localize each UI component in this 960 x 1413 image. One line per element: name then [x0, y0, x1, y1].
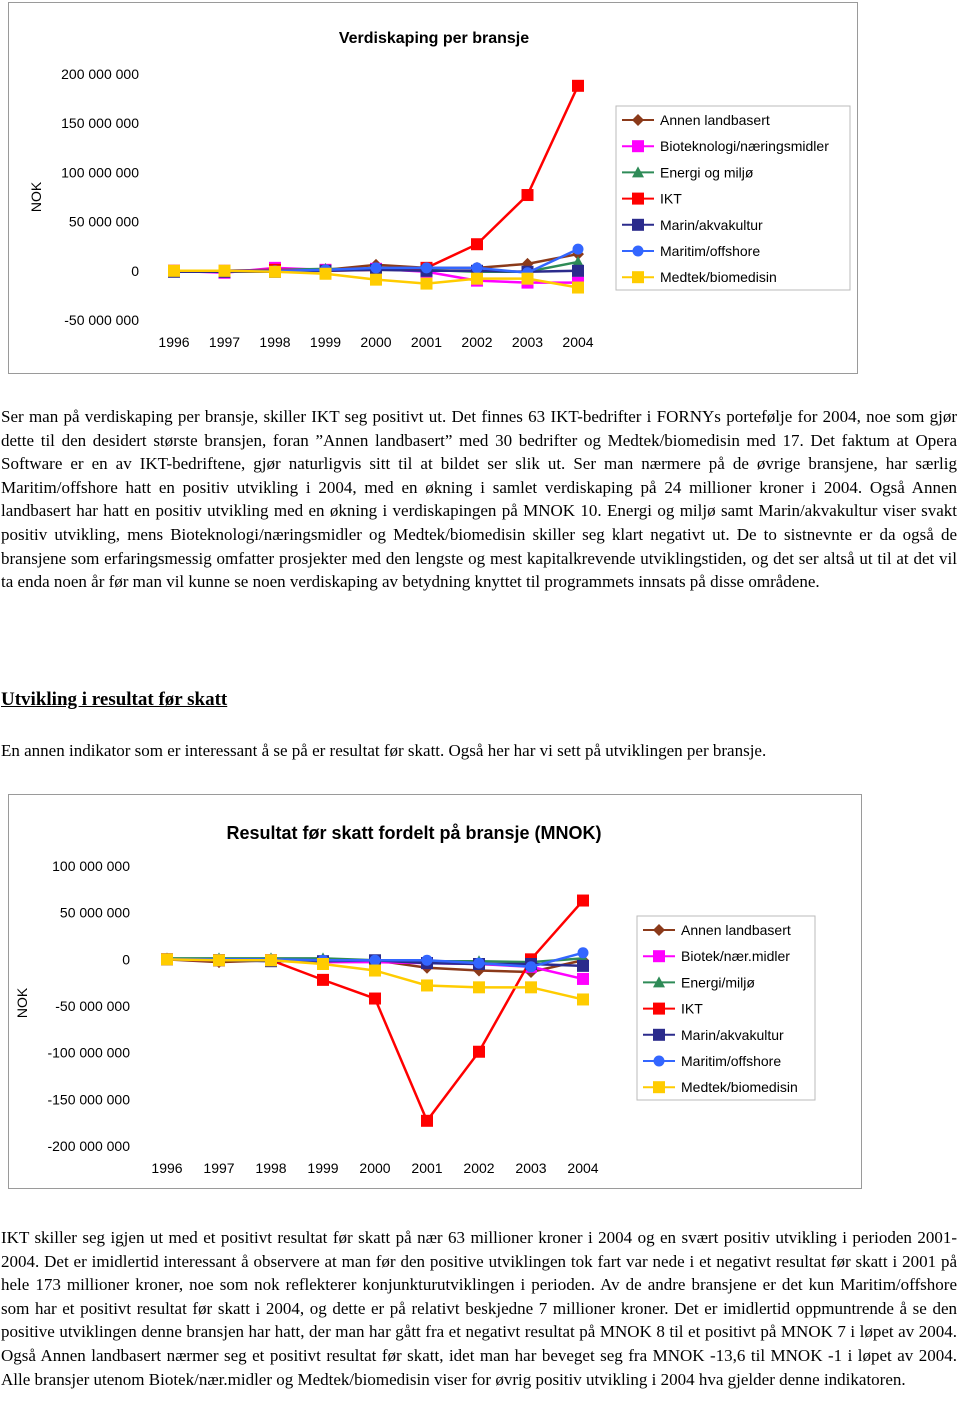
- legend: [637, 916, 815, 1100]
- y-tick-label: 200 000 000: [61, 66, 139, 82]
- data-point: [474, 958, 485, 969]
- data-point: [317, 958, 329, 970]
- data-point: [471, 273, 483, 285]
- data-point: [522, 273, 534, 285]
- result-before-tax-chart-svg: [9, 795, 861, 1188]
- paragraph-value-creation: Ser man på verdiskaping per bransje, skiller IKT seg positivt ut. Det finnes 63 IKT-bedrifter i FORNYs portefølje for 2004, noe som gjør dette til den desidert største bransjen, foran ”Annen landbasert” med 30 bedrifter og Medtek/biomedisin med 17. Det faktum at Opera Software er en av IKT-bedriftene, gjør naturligvis sitt til at bildet ser slik ut. Ser man nærmere på de øvrige bransjene, har særlig Maritim/offshore hatt en positiv utvikling i 2004, med en økning i samlet verdiskaping på 24 millioner kroner i 2004. Også Annen landbasert har hatt en positiv utvikling med en økning i verdiskapingen på MNOK 10. Energi og miljø samt Marin/akvakultur viser svakt positiv utvikling, mens Bioteknologi/næringsmidler og Medtek/biomedisin skiller seg klart negativt ut. De to sistnevnte er da også de bransjene som erfaringsmessig omfatter prosjekter med den lengste og mest kapitalkrevende utviklingstiden, og det ser altså ut til at det vil ta enda noen år før man vil kunne se noen verdiskaping av betydning knyttet til programmets innsats på disse områdene.: [1, 407, 957, 592]
- paragraph-intro-result: En annen indikator som er interessant å se på er resultat før skatt. Også her har vi sett på utviklingen per bransje.: [1, 741, 767, 760]
- data-point: [161, 953, 173, 965]
- x-tick-label: 2001: [410, 334, 443, 350]
- y-tick-label: -100 000 000: [47, 1044, 130, 1061]
- data-point: [572, 282, 584, 294]
- x-tick-label: 2002: [461, 334, 493, 350]
- chart-title: Verdiskaping per bransje: [338, 30, 530, 47]
- data-point: [421, 278, 433, 290]
- y-tick-label: -150 000 000: [47, 1091, 130, 1108]
- legend-label: Maritim/offshore: [660, 243, 761, 259]
- data-point: [370, 274, 382, 286]
- legend-marker: [632, 193, 644, 205]
- paragraph-result-analysis: IKT skiller seg igjen ut med et positivt resultat før skatt på nær 63 millioner kroner i 2004 og en svært positiv utvikling i perioden 2001-2004. Det er imidlertid interessant å observere at man før den positive utviklingen tok fart var nede i et negativt resultat før skatt i 2001 på hele 173 millioner kroner, noe som nok reflekterer konjunkturutviklingen i perioden. Av de andre bransjene er det kun Maritim/offshore som har et positivt resultat før skatt i 2004, og dette er på relativt beskjedne 7 millioner kroner. Det er imidlertid oppmuntrende å se den positive utviklingen denne bransjen har hatt, der man har gått fra et negativt resultat på MNOK 8 til et positivt på MNOK 7 i løpet av 2004. Også Annen landbasert nærmer seg et positivt resultat før skatt, idet man har beveget seg fra MNOK -13,6 til MNOK -1 i løpet av 2004. Alle bransjer utenom Biotek/nær.midler og Medtek/biomedisin viser for øvrig positiv utvikling i 2004 hva gjelder denne indikatoren.: [1, 1228, 957, 1389]
- data-point: [578, 947, 589, 958]
- data-point: [317, 974, 329, 986]
- data-point: [577, 895, 589, 907]
- data-point: [421, 262, 432, 273]
- x-tick-label: 2000: [360, 334, 392, 350]
- data-point: [525, 981, 537, 993]
- legend-label: Marin/akvakultur: [660, 216, 763, 233]
- x-tick-label: 1998: [259, 334, 291, 350]
- x-tick-label: 1996: [158, 334, 190, 350]
- value-creation-chart-svg: [9, 3, 857, 373]
- y-axis-label: NOK: [28, 181, 44, 213]
- series-ikt: [161, 895, 589, 1127]
- x-tick-label: 2000: [359, 1160, 391, 1176]
- series-ikt: [168, 80, 584, 277]
- data-point: [371, 262, 382, 273]
- data-point: [473, 1046, 485, 1058]
- legend: [616, 106, 850, 290]
- data-point: [369, 965, 381, 977]
- data-point: [168, 265, 180, 277]
- y-axis-label: NOK: [14, 987, 30, 1019]
- legend-label: Energi og miljø: [660, 164, 754, 181]
- data-point: [320, 268, 332, 280]
- legend-label: Marin/akvakultur: [681, 1026, 784, 1043]
- legend-label: Annen landbasert: [681, 922, 791, 938]
- data-point: [472, 262, 483, 273]
- x-tick-label: 1998: [255, 1160, 287, 1176]
- legend-marker: [632, 271, 644, 283]
- legend-marker: [653, 1003, 665, 1015]
- value-creation-chart: [8, 2, 858, 374]
- y-tick-label: 100 000 000: [61, 164, 139, 181]
- x-tick-label: 1999: [307, 1160, 339, 1176]
- y-tick-label: -200 000 000: [47, 1138, 130, 1154]
- legend-marker: [653, 1081, 665, 1093]
- data-point: [213, 954, 225, 966]
- legend-item-marin-akvakultur: [643, 1027, 784, 1043]
- section-heading-result-before-tax: Utvikling i resultat før skatt: [1, 689, 228, 710]
- legend-label: Maritim/offshore: [681, 1053, 782, 1069]
- y-tick-label: 100 000 000: [52, 858, 130, 874]
- x-tick-label: 2001: [411, 1160, 443, 1176]
- legend-label: Medtek/biomedisin: [681, 1079, 798, 1096]
- y-tick-label: 0: [122, 951, 130, 968]
- data-point: [269, 266, 281, 278]
- x-tick-label: 1997: [203, 1160, 235, 1176]
- data-point: [471, 238, 483, 250]
- data-point: [572, 80, 584, 92]
- data-point: [265, 954, 277, 966]
- legend-label: Medtek/biomedisin: [660, 269, 777, 286]
- x-tick-label: 2003: [515, 1160, 547, 1176]
- legend-item-marin-akvakultur: [622, 217, 763, 233]
- data-point: [370, 955, 381, 966]
- data-point: [422, 955, 433, 966]
- x-tick-label: 1997: [208, 334, 241, 350]
- legend-marker: [653, 1029, 665, 1041]
- data-point: [522, 189, 534, 201]
- y-tick-label: -50 000 000: [55, 998, 130, 1014]
- data-point: [473, 981, 485, 993]
- y-tick-label: 50 000 000: [68, 213, 139, 230]
- x-tick-label: 1999: [309, 334, 342, 350]
- data-point: [421, 1115, 433, 1127]
- data-point: [577, 993, 589, 1005]
- legend-label: IKT: [660, 190, 682, 207]
- legend-marker: [654, 1056, 665, 1067]
- data-point: [219, 265, 231, 277]
- x-tick-label: 2004: [567, 1160, 599, 1176]
- legend-marker: [632, 140, 644, 152]
- legend-label: Energi/miljø: [681, 974, 755, 991]
- data-point: [526, 961, 537, 972]
- y-tick-label: -50 000 000: [64, 312, 139, 328]
- data-point: [572, 265, 584, 277]
- data-point: [421, 979, 433, 991]
- data-point: [577, 960, 589, 972]
- x-tick-label: 2004: [562, 334, 594, 350]
- legend-label: Annen landbasert: [660, 112, 770, 128]
- chart-title: Resultat før skatt fordelt på bransje (MNOK): [226, 823, 602, 843]
- legend-marker: [653, 950, 665, 962]
- series-line: [174, 86, 578, 271]
- y-tick-label: 0: [131, 262, 139, 279]
- legend-marker: [633, 246, 644, 257]
- result-before-tax-chart: [8, 794, 862, 1189]
- series-line: [167, 901, 583, 1121]
- x-tick-label: 1996: [151, 1160, 183, 1176]
- data-point: [369, 993, 381, 1005]
- y-tick-label: 150 000 000: [61, 115, 139, 132]
- legend-label: Bioteknologi/næringsmidler: [660, 138, 829, 155]
- y-tick-label: 50 000 000: [59, 904, 130, 921]
- legend-label: Biotek/nær.midler: [681, 948, 790, 965]
- legend-label: IKT: [681, 1000, 703, 1017]
- data-point: [573, 244, 584, 255]
- x-tick-label: 2002: [463, 1160, 495, 1176]
- x-tick-label: 2003: [511, 334, 544, 350]
- data-point: [577, 973, 589, 985]
- legend-marker: [632, 219, 644, 231]
